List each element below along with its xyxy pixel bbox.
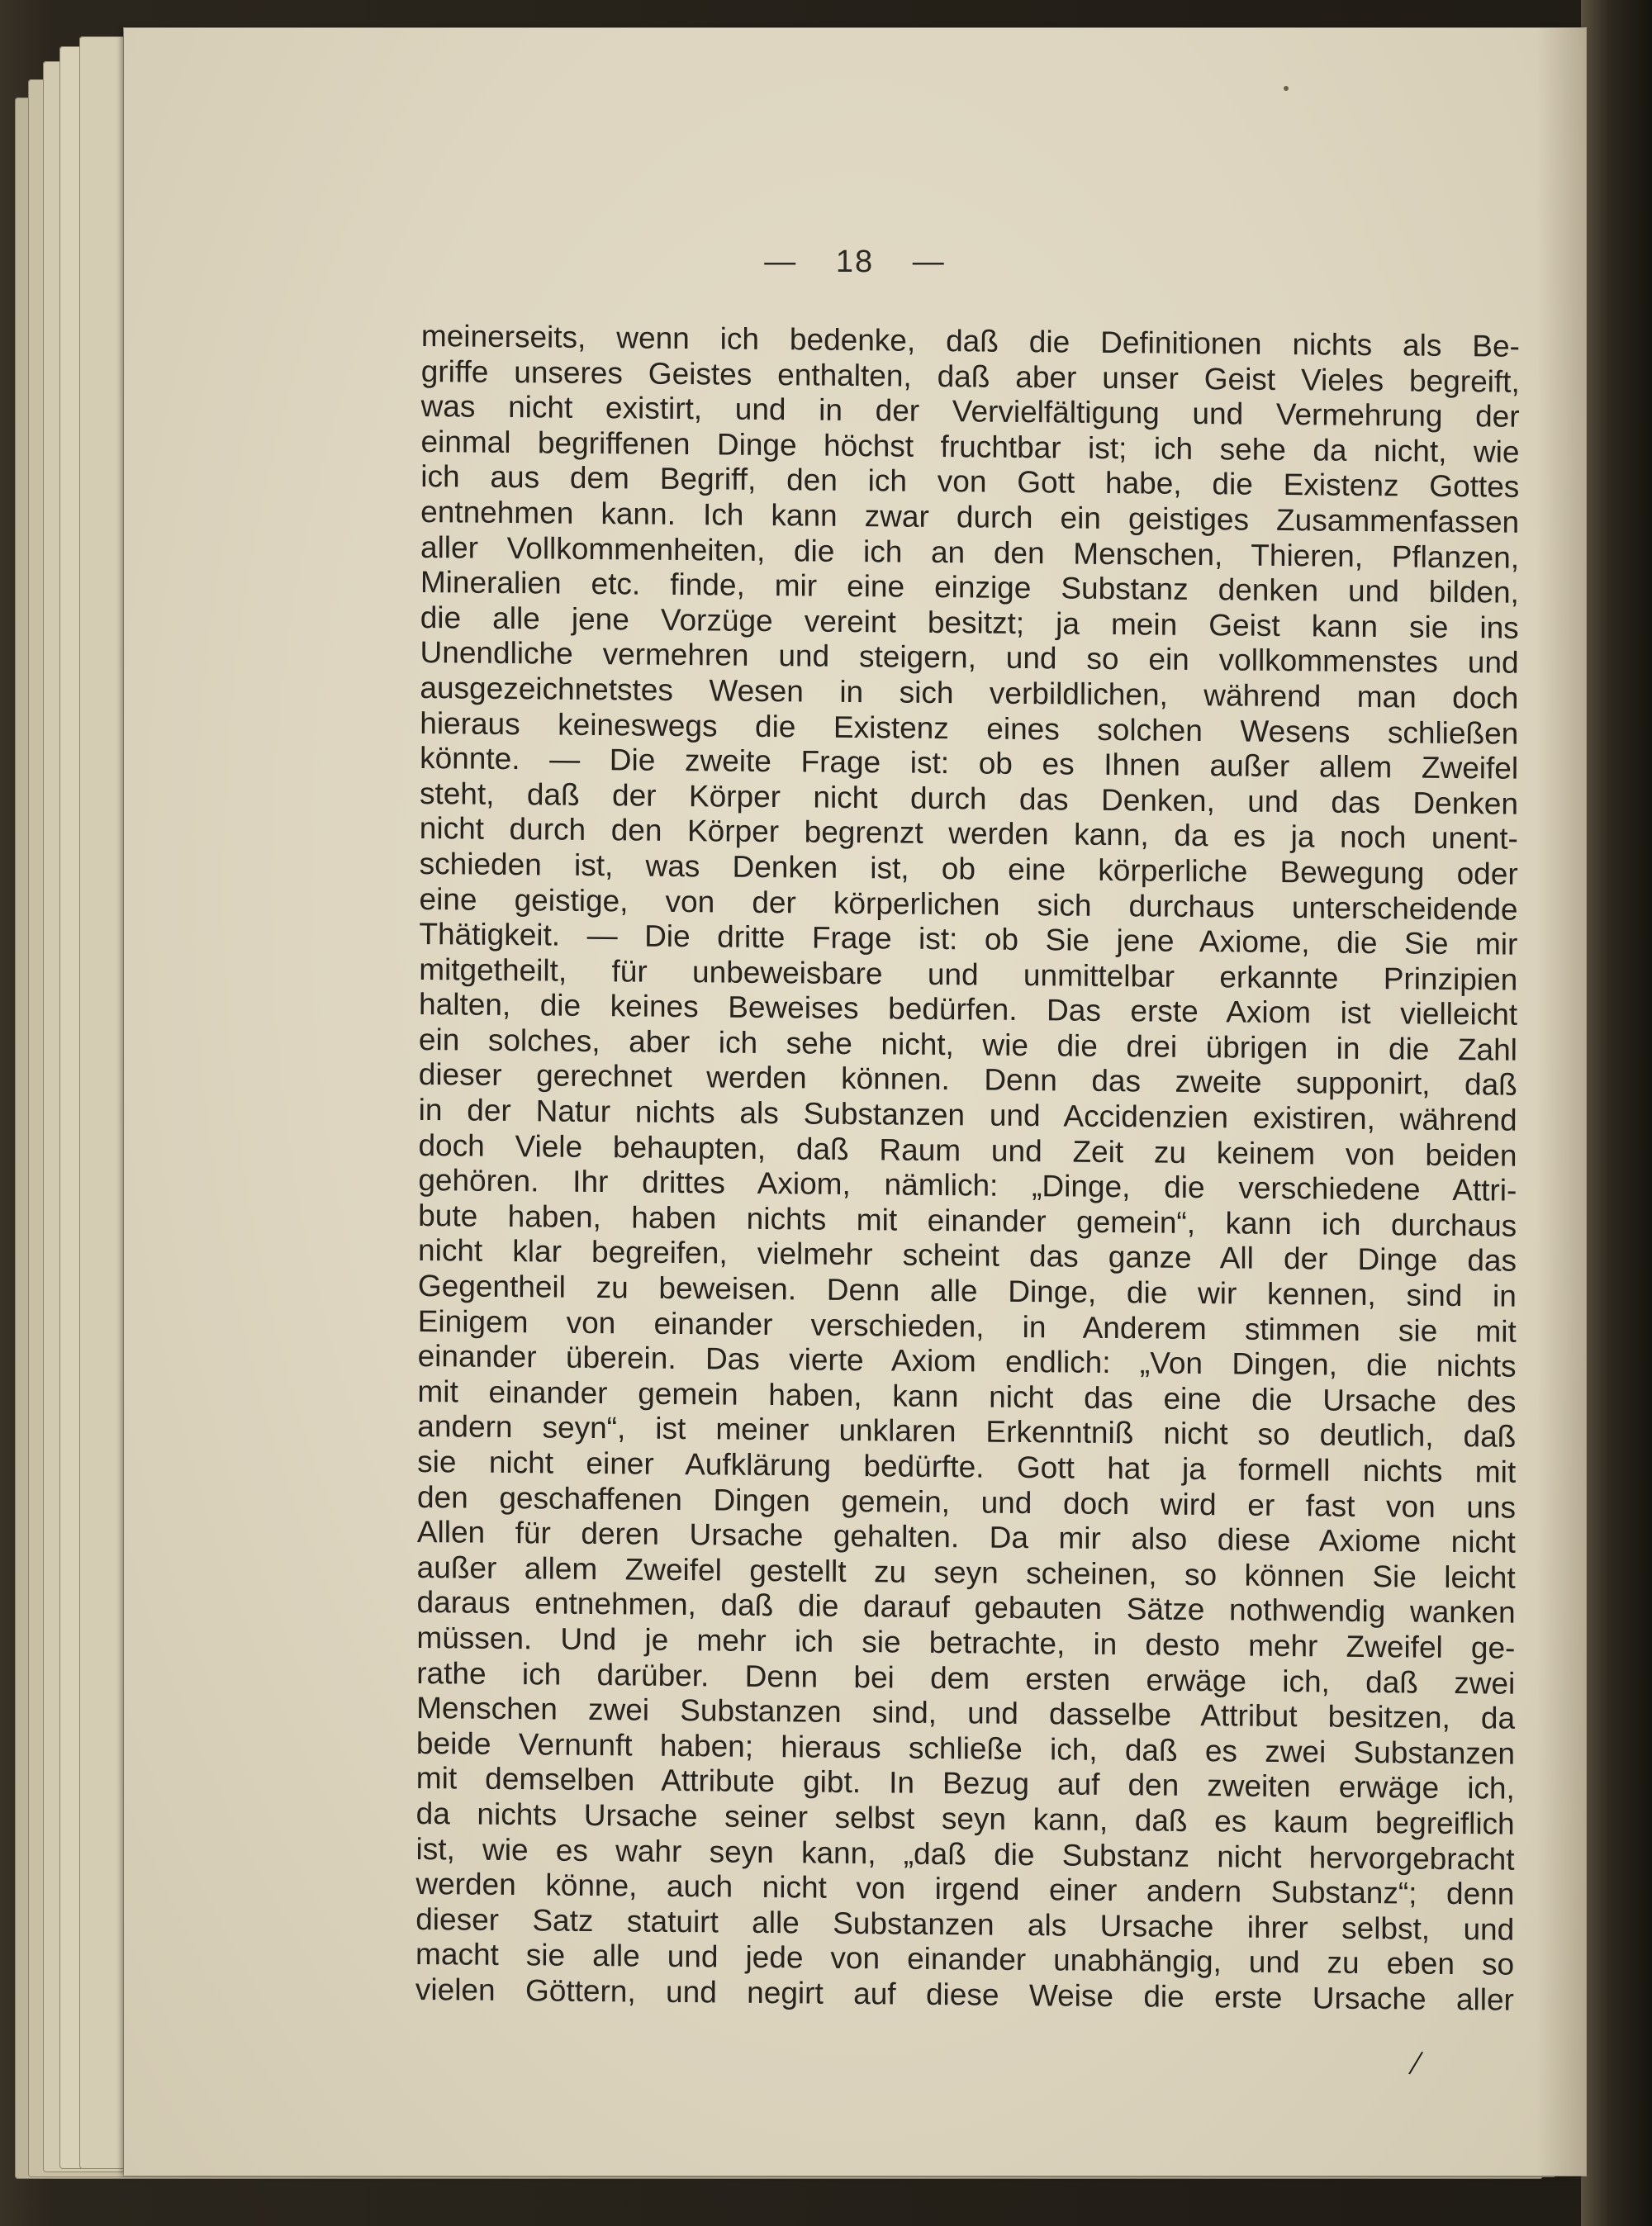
page-header	[124, 244, 1586, 280]
text-line: Menschen zwei Substanzen sind, und dasselbe Attribut besitzen, da	[416, 1691, 1516, 1735]
text-line: Mineralien etc. finde, mir eine einzige Substanz denken und bilden,	[420, 565, 1519, 610]
text-line: Einigem von einander verschieden, in Anderem stimmen sie mit	[417, 1303, 1517, 1349]
text-line: steht, daß der Körper nicht durch das Denken, und das Denken	[419, 776, 1519, 821]
text-line: Gegentheil zu beweisen. Denn alle Dinge, die wir kennen, sind in	[417, 1268, 1517, 1313]
body-text	[415, 319, 1520, 2018]
page-sheet	[124, 28, 1586, 2176]
text-line: hieraus keineswegs die Existenz eines solchen Wesens schließen	[420, 705, 1519, 751]
text-line: außer allem Zweifel gestellt zu seyn scheinen, so können Sie leicht	[416, 1550, 1516, 1595]
text-line: bute haben, haben nichts mit einander gemein“, kann ich durchaus	[418, 1198, 1517, 1243]
text-line: Allen für deren Ursache gehalten. Da mir also diese Axiome nicht	[416, 1515, 1516, 1559]
text-line: einander überein. Das vierte Axiom endlich: „Von Dingen, die nichts	[417, 1339, 1517, 1384]
text-line: mitgetheilt, für unbeweisbare und unmittelbar erkannte Prinzipien	[419, 952, 1518, 997]
text-line: die alle jene Vorzüge vereint besitzt; ja mein Geist kann sie ins	[420, 600, 1519, 645]
text-line: schieden ist, was Denken ist, ob eine körperliche Bewegung oder	[419, 846, 1518, 891]
text-line: mit einander gemein haben, kann nicht das eine die Ursache des	[417, 1374, 1517, 1419]
page-number: 18	[835, 244, 875, 279]
text-line: ein solches, aber ich sehe nicht, wie die drei übrigen in die Zahl	[418, 1022, 1518, 1067]
text-line: ist, wie es wahr seyn kann, „daß die Substanz nicht hervorgebracht	[415, 1831, 1515, 1877]
text-line: beide Vernunft haben; hieraus schließe ich, daß es zwei Substanzen	[415, 1725, 1516, 1771]
margin-pencil-mark: /	[1407, 2042, 1426, 2084]
text-line: nicht klar begreifen, vielmehr scheint das ganze All der Dinge das	[417, 1233, 1517, 1279]
page-fold-shadow	[1536, 28, 1586, 2176]
text-line: vielen Göttern, und negirt auf diese Weise die erste Ursache aller	[415, 1972, 1515, 2017]
text-line: in der Natur nichts als Substanzen und Accidenzien existiren, während	[418, 1093, 1517, 1137]
book-spine-shadow	[1581, 0, 1652, 2226]
text-line: nicht durch den Körper begrenzt werden kann, da es ja noch unent-	[419, 811, 1518, 857]
text-line: entnehmen kann. Ich kann zwar durch ein geistiges Zusammenfassen	[420, 494, 1520, 539]
text-line: griffe unseres Geistes enthalten, daß aber unser Geist Vieles begreift,	[420, 354, 1520, 399]
text-line: mit demselben Attribute gibt. In Bezug auf den zweiten erwäge ich,	[415, 1761, 1515, 1806]
header-dash-right: —	[912, 244, 946, 279]
text-line: ich aus dem Begriff, den ich von Gott habe, die Existenz Gottes	[420, 459, 1520, 505]
text-line: eine geistige, von der körperlichen sich durchaus unterscheidende	[419, 881, 1518, 927]
text-line: macht sie alle und jede von einander unabhängig, und zu eben so	[415, 1937, 1515, 1982]
text-line: den geschaffenen Dingen gemein, und doch wird er fast von uns	[416, 1479, 1517, 1525]
text-line: könnte. — Die zweite Frage ist: ob es Ihnen außer allem Zweifel	[420, 741, 1519, 786]
text-line: was nicht existirt, und in der Vervielfältigung und Vermehrung der	[420, 389, 1520, 434]
text-line: dieser gerechnet werden können. Denn das zweite supponirt, daß	[418, 1057, 1517, 1103]
paper-speck	[1284, 86, 1289, 91]
text-line: müssen. Und je mehr ich sie betrachte, in desto mehr Zweifel ge-	[416, 1620, 1516, 1665]
text-line: andern seyn“, ist meiner unklaren Erkenntniß nicht so deutlich, daß	[417, 1409, 1517, 1455]
text-line: rathe ich darüber. Denn bei dem ersten erwäge ich, daß zwei	[416, 1655, 1516, 1701]
text-line: halten, die keines Beweises bedürfen. Das erste Axiom ist vielleicht	[419, 987, 1518, 1032]
text-line: aller Vollkommenheiten, die ich an den Menschen, Thieren, Pflanzen,	[420, 529, 1520, 575]
text-line: ausgezeichnetstes Wesen in sich verbildlichen, während man doch	[420, 670, 1519, 715]
text-line: meinerseits, wenn ich bedenke, daß die Definitionen nichts als Be-	[420, 319, 1520, 363]
text-line: da nichts Ursache seiner selbst seyn kann, daß es kaum begreiflich	[415, 1796, 1515, 1841]
text-line: dieser Satz statuirt alle Substanzen als Ursache ihrer selbst, und	[415, 1901, 1515, 1947]
text-line: doch Viele behaupten, daß Raum und Zeit zu keinem von beiden	[418, 1127, 1517, 1173]
text-line: werden könne, auch nicht von irgend einer andern Substanz“; denn	[415, 1867, 1515, 1911]
text-line: einmal begriffenen Dinge höchst fruchtbar ist; ich sehe da nicht, wie	[420, 424, 1520, 469]
text-line: Unendliche vermehren und steigern, und so ein vollkommenstes und	[420, 635, 1519, 681]
text-line: daraus entnehmen, daß die darauf gebauten Sätze nothwendig wanken	[416, 1585, 1516, 1630]
text-line: gehören. Ihr drittes Axiom, nämlich: „Dinge, die verschiedene Attri-	[418, 1163, 1517, 1208]
text-line: sie nicht einer Aufklärung bedürfte. Gott hat ja formell nichts mit	[417, 1444, 1517, 1489]
header-dash-left: —	[764, 244, 798, 279]
text-line: Thätigkeit. — Die dritte Frage ist: ob Sie jene Axiome, die Sie mir	[419, 917, 1518, 961]
